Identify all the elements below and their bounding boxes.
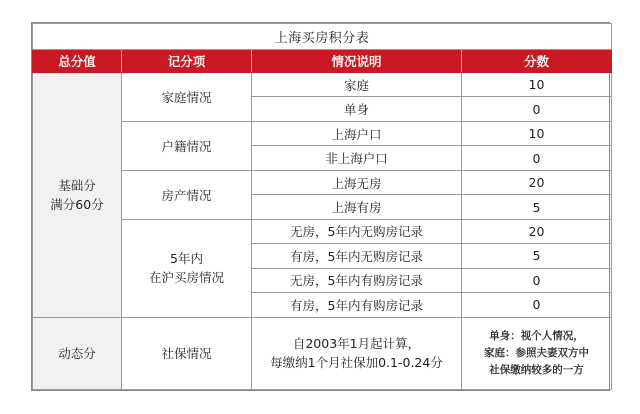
group-base-label: 基础分 bbox=[58, 177, 96, 193]
header-total-score: 总分值 bbox=[33, 49, 122, 72]
row-score: 0 bbox=[462, 268, 612, 292]
social-description bbox=[252, 317, 462, 389]
category-recent-line2: 在沪买房情况 bbox=[148, 270, 224, 286]
table-row bbox=[33, 317, 612, 389]
category-social: 社保情况 bbox=[122, 317, 252, 389]
row-score: 10 bbox=[462, 121, 612, 145]
social-desc-line2: 每缴纳1个月社保加0.1-0.24分 bbox=[270, 355, 443, 371]
row-score: 10 bbox=[462, 72, 612, 96]
row-desc: 上海无房 bbox=[252, 170, 462, 194]
row-desc: 有房，5年内无购房记录 bbox=[252, 244, 462, 268]
row-desc: 单身 bbox=[252, 97, 462, 121]
row-score: 5 bbox=[462, 195, 612, 219]
row-score: 0 bbox=[462, 146, 612, 170]
row-desc: 上海有房 bbox=[252, 195, 462, 219]
row-score: 0 bbox=[462, 293, 612, 317]
social-note-line3: 社保缴纳较多的一方 bbox=[489, 363, 584, 376]
header-score: 分数 bbox=[462, 49, 612, 72]
row-desc: 无房，5年内无购房记录 bbox=[252, 219, 462, 243]
row-score: 20 bbox=[462, 170, 612, 194]
social-desc-line1: 自2003年1月起计算， bbox=[292, 336, 421, 352]
group-base-score bbox=[33, 72, 122, 317]
score-table bbox=[32, 23, 612, 390]
table-title: 上海买房积分表 bbox=[33, 24, 612, 50]
category-huji: 户籍情况 bbox=[122, 121, 252, 170]
row-desc: 家庭 bbox=[252, 72, 462, 96]
table-row bbox=[33, 72, 612, 96]
title-row bbox=[33, 24, 612, 50]
row-desc: 无房，5年内有购房记录 bbox=[252, 268, 462, 292]
category-family: 家庭情况 bbox=[122, 72, 252, 121]
score-table-container bbox=[31, 22, 610, 391]
row-score: 20 bbox=[462, 219, 612, 243]
social-note-line1: 单身：视个人情况， bbox=[489, 329, 584, 342]
category-recent-purchase bbox=[122, 219, 252, 317]
category-recent-line1: 5年内 bbox=[170, 251, 203, 267]
row-desc: 上海户口 bbox=[252, 121, 462, 145]
category-property: 房产情况 bbox=[122, 170, 252, 219]
row-score: 0 bbox=[462, 97, 612, 121]
social-note-line2: 家庭：参照夫妻双方中 bbox=[484, 346, 589, 359]
row-desc: 有房，5年内有购房记录 bbox=[252, 293, 462, 317]
group-dynamic-score: 动态分 bbox=[33, 317, 122, 389]
header-item: 记分项 bbox=[122, 49, 252, 72]
header-row bbox=[33, 49, 612, 72]
social-note bbox=[462, 317, 612, 389]
row-desc: 非上海户口 bbox=[252, 146, 462, 170]
row-score: 5 bbox=[462, 244, 612, 268]
group-base-max: 满分60分 bbox=[50, 196, 104, 212]
header-description: 情况说明 bbox=[252, 49, 462, 72]
